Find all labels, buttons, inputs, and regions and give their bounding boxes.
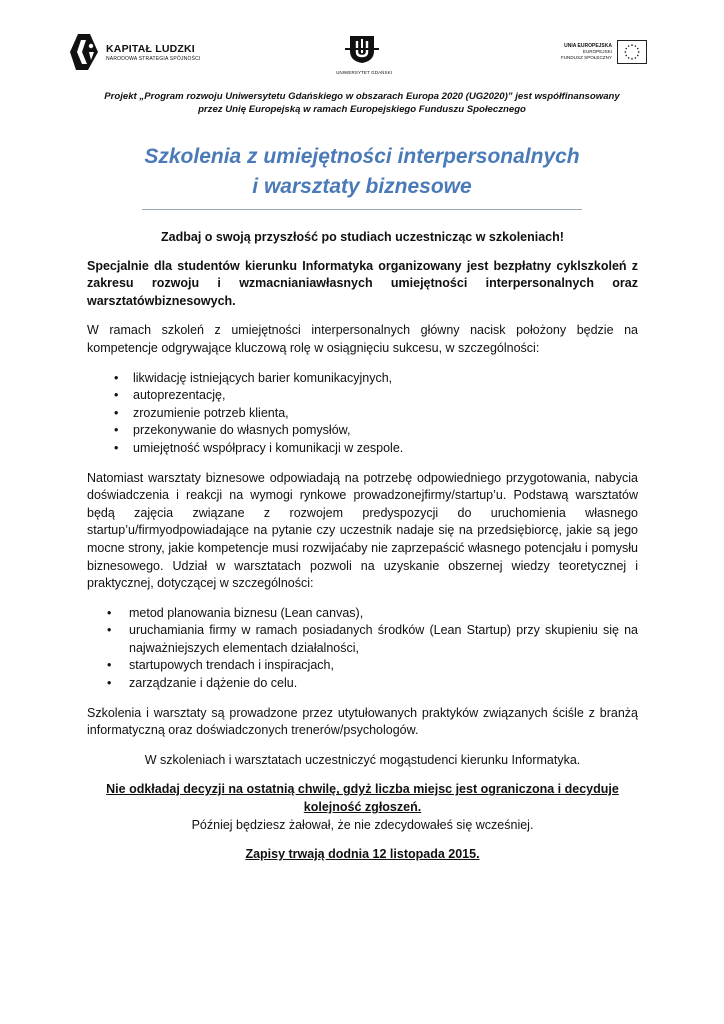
paragraph-trainers: Szkolenia i warsztaty są prowadzone przez utytułowanych praktyków związanych ściśle z branżą informatyczną oraz doświadczonych trenerów/psychologów. [87,705,638,738]
ug-caption: UNIWERSYTET GDAŃSKI [336,70,393,75]
list-item: • autoprezentację, [87,387,638,405]
list-item: • startupowych trendach i inspiracjach, [87,657,638,675]
eu-line-2: EUROPEJSKI [582,48,612,54]
kapital-ludzki-logo [68,28,228,76]
title-line-1: Szkolenia z umiejętności interpersonalnych [144,145,580,168]
list-item: • zrozumienie potrzeb klienta, [87,405,638,423]
list-item: • uruchamiania firmy w ramach posiadanych środków (Lean Startup) przy skupieniu się na najważniejszych elementach działalności, [87,622,638,657]
project-cofinancing-note [90,90,634,116]
limited-places-warning: Nie odkładaj decyzji na ostatnią chwilę, gdyż liczba miejsc jest ograniczona i decyduje kolejność zgłoszeń. [106,782,619,815]
eu-logo [548,38,652,66]
title-line-2: i warsztaty biznesowe [252,175,472,198]
eu-text [548,43,612,62]
project-note-line-2: przez Unię Europejską w ramach Europejskiego Funduszu Społecznego [198,104,526,115]
ug-logo [336,34,393,75]
list-item: • zarządzanie i dążenie do celu. [87,675,638,693]
project-note-line-1: Projekt „Program rozwoju Uniwersytetu Gdańskiego w obszarach Europa 2020 (UG2020)” jest współfinansowany [104,91,620,102]
kapital-ludzki-emblem-icon [68,32,100,72]
eu-line-1: UNIA EUROPEJSKA [564,42,612,49]
intro-paragraph: Specjalnie dla studentów kierunku Informatyka organizowany jest bezpłatny cyklszkoleń z zakresu rozwoju i wzmacnianiawłasnych umiejętności interpersonalnych oraz warsztatówbiznesowych. [87,258,638,308]
interpersonal-skills-list [87,370,638,458]
list-item: • metod planowania biznesu (Lean canvas), [87,605,638,623]
list-item: • likwidację istniejących barier komunikacyjnych, [87,370,638,388]
participants-note: W szkoleniach i warsztatach uczestniczyć mogąstudenci kierunku Informatyka. [144,752,581,767]
business-workshops-list [87,605,638,693]
paragraph-business-workshops: Natomiast warsztaty biznesowe odpowiadają na potrzebę odpowiedniego przygotowania, nabycia doświadczenia i reakcji na wymogi rynkowe prowadzonejfirmy/startup’u. Podstawą warsztatów będą zajęcia związane z rozwojem predyspozycji do uruchomienia własnego startup’u/firmyodpowiadające na pytanie czy uczestnik nadaje się na przedsiębiorcę, jakie są jego mocne strony, jakie kompetencje musi rozwijaćaby nie zaprzepaścić własnego potencjału i pomysłu biznesowego. Udział w warsztatach pozwoli na uzyskanie obszernej wiedzy teoretycznej i praktycznej, dotyczącej w szczególności: [87,470,638,591]
document-title [110,142,614,202]
list-item: • przekonywanie do własnych pomysłów, [87,422,638,440]
title-divider [142,209,582,210]
regret-note: Później będziesz żałował, że nie zdecydowałeś się wcześniej. [191,817,534,832]
eu-line-3: FUNDUSZ SPOŁECZNY [560,55,612,61]
eu-flag-icon [617,40,647,64]
registration-deadline: Zapisy trwają dodnia 12 listopada 2015. [245,847,480,862]
document-body [87,222,638,864]
list-item: • umiejętność współpracy i komunikacji w zespole. [87,440,638,458]
ug-emblem-icon [345,34,379,64]
paragraph-interpersonal: W ramach szkoleń z umiejętności interpersonalnych główny nacisk położony będzie na kompetencje odgrywające kluczową rolę w osiągnięciu sukcesu, w szczególności: [87,323,638,355]
kapital-ludzki-title: KAPITAŁ LUDZKI [106,42,195,55]
headline: Zadbaj o swoją przyszłość po studiach uczestnicząc w szkoleniach! [161,230,564,244]
kapital-ludzki-subtitle: NARODOWA STRATEGIA SPÓJNOŚCI [106,55,201,62]
